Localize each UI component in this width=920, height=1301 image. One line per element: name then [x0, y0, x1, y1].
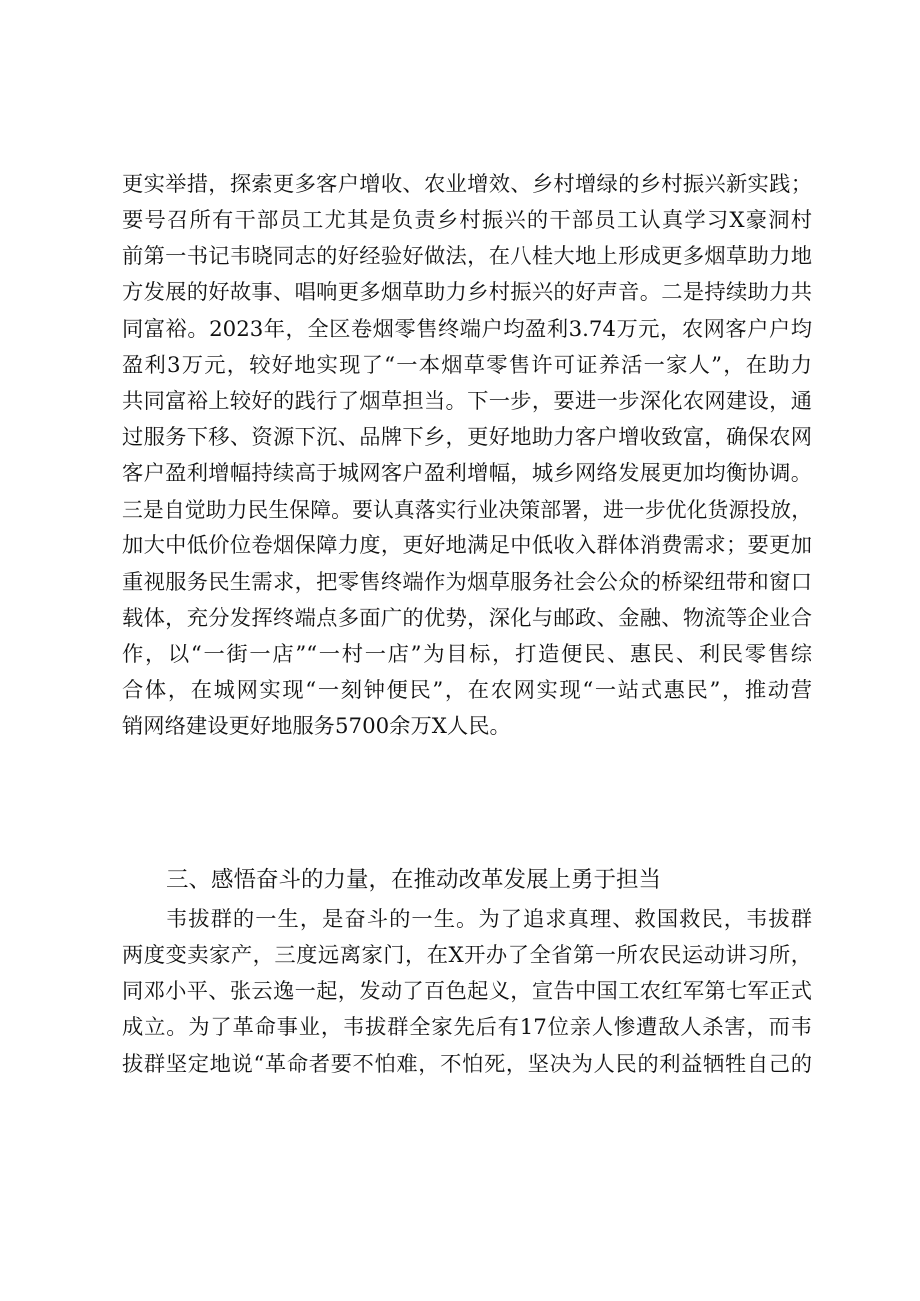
text-line: 更实举措，探索更多客户增收、农业增效、乡村增绿的乡村振兴新实践；	[122, 172, 812, 197]
text-line: 作，以“一街一店”“一村一店”为目标，打造便民、惠民、利民零售综	[122, 641, 812, 667]
text-line: 拔群坚定地说“革命者要不怕难，不怕死，坚决为人民的利益牺牲自己的	[122, 1051, 812, 1077]
text-line: 前第一书记韦晓同志的好经验好做法，在八桂大地上形成更多烟草助力地	[122, 244, 812, 270]
paragraph-2	[122, 902, 812, 1083]
text-line: 同富裕。2023年，全区卷烟零售终端户均盈利3.74万元，农网客户户均	[122, 316, 812, 342]
text-line: 盈利3万元，较好地实现了“一本烟草零售许可证养活一家人”，在助力	[122, 352, 812, 378]
text-line: 合体，在城网实现“一刻钟便民”，在农网实现“一站式惠民”，推动营	[122, 677, 812, 703]
section-heading: 三、感悟奋斗的力量，在推动改革发展上勇于担当	[166, 867, 662, 893]
text-line: 同邓小平、张云逸一起，发动了百色起义，宣告中国工农红军第七军正式	[122, 979, 812, 1005]
text-line: 加大中低价位卷烟保障力度，更好地满足中低收入群体消费需求；要更加	[122, 533, 812, 559]
text-line: 三是自觉助力民生保障。要认真落实行业决策部署，进一步优化货源投放，	[122, 498, 812, 523]
text-line: 重视服务民生需求，把零售终端作为烟草服务社会公众的桥梁纽带和窗口	[122, 569, 812, 595]
text-line: 客户盈利增幅持续高于城网客户盈利增幅，城乡网络发展更加均衡协调。	[122, 461, 812, 487]
text-line: 载体，充分发挥终端点多面广的优势，深化与邮政、金融、物流等企业合	[122, 605, 812, 631]
paragraph-1	[122, 167, 812, 745]
text-line: 韦拔群的一生，是奋斗的一生。为了追求真理、救国救民，韦拔群	[166, 907, 812, 932]
text-line: 两度变卖家产，三度远离家门，在X开办了全省第一所农民运动讲习所，	[122, 943, 812, 969]
text-line: 过服务下移、资源下沉、品牌下乡，更好地助力客户增收致富，确保农网	[122, 424, 812, 450]
text-line: 要号召所有干部员工尤其是负责乡村振兴的干部员工认真学习X豪洞村	[122, 208, 812, 234]
text-line: 方发展的好故事、唱响更多烟草助力乡村振兴的好声音。二是持续助力共	[122, 280, 812, 306]
text-line: 共同富裕上较好的践行了烟草担当。下一步，要进一步深化农网建设，通	[122, 388, 812, 414]
text-line: 销网络建设更好地服务5700余万X人民。	[122, 714, 511, 740]
text-line: 成立。为了革命事业，韦拔群全家先后有17位亲人惨遭敌人杀害，而韦	[122, 1015, 812, 1041]
